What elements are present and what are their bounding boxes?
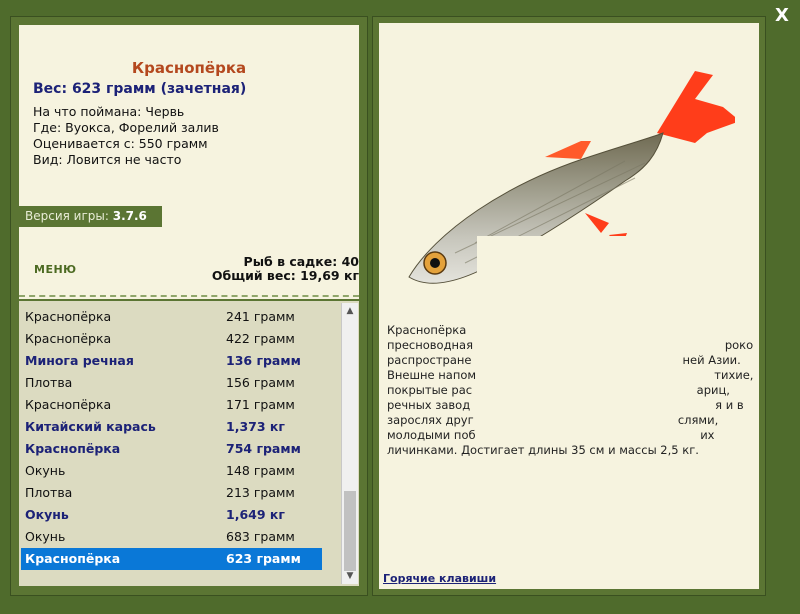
description-panel [372,16,766,596]
description-line: пресноводная роко [387,338,754,352]
list-item[interactable]: Краснопёрка 422 грамм [25,331,295,346]
list-item[interactable]: Окунь 1,649 кг [25,507,285,522]
info-location: Где: Вуокса, Форелий залив [33,120,219,135]
image-overlay [477,236,637,300]
list-item[interactable]: Плотва 156 грамм [25,375,295,390]
version-value: 3.7.6 [112,209,147,223]
fish-title: Краснопёрка [131,59,247,77]
fish-description [387,323,754,458]
menu-button[interactable]: МЕНЮ [34,263,77,276]
info-min-weight: Оценивается с: 550 грамм [33,136,208,151]
list-item[interactable]: Краснопёрка 241 грамм [25,309,295,324]
version-badge [19,206,162,227]
list-item[interactable]: Краснопёрка 171 грамм [25,397,295,412]
info-bait: На что поймана: Червь [33,104,185,119]
list-item[interactable]: Минога речная 136 грамм [25,353,301,368]
scroll-up-icon[interactable]: ▲ [346,306,354,316]
scroll-thumb[interactable] [344,491,356,571]
info-rarity: Вид: Ловится не часто [33,152,182,167]
list-scrollbar[interactable] [341,303,358,584]
description-line: покрытые рас ариц, [387,383,730,397]
description-line: Внешне напом тихие, [387,368,754,382]
description-line: молодыми поб их [387,428,715,442]
version-label: Версия игры: [25,209,109,223]
description-line: зарослях друг слями, [387,413,719,427]
description-line: личинками. Достигает длины 35 см и массы 2,5 кг. [387,443,699,457]
divider [19,295,359,297]
fish-weight: Вес: 623 грамм (зачетная) [33,81,247,97]
description-line: распростране ней Азии. [387,353,741,367]
hotkeys-link[interactable]: Горячие клавиши [383,572,497,585]
scroll-down-icon[interactable]: ▼ [346,571,354,581]
catch-count: Рыб в садке: 40 [243,254,359,269]
catch-list [19,301,359,586]
list-item[interactable]: Плотва 213 грамм [25,485,295,500]
description-line: Краснопёрка [387,323,467,337]
list-item[interactable]: Китайский карась 1,373 кг [25,419,285,434]
description-card [379,23,759,589]
close-button[interactable]: X [775,5,789,26]
catch-panel [10,16,368,596]
list-item[interactable]: Окунь 683 грамм [25,529,295,544]
total-weight: Общий вес: 19,69 кг [211,268,359,283]
list-item[interactable]: Окунь 148 грамм [25,463,295,478]
list-item[interactable]: Краснопёрка 754 грамм [25,441,301,456]
list-item-selected[interactable]: Краснопёрка 623 грамм [21,548,322,570]
description-line: речных завод я и в [387,398,744,412]
